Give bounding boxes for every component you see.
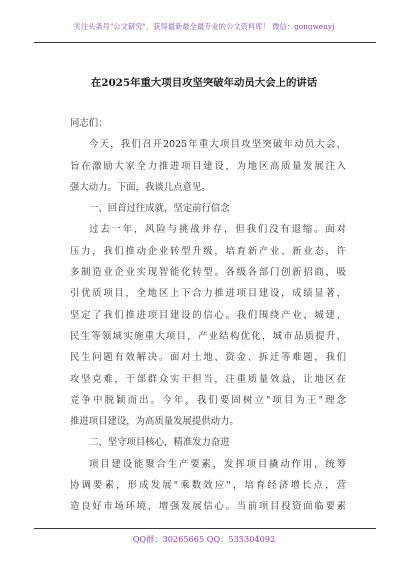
header-divider bbox=[34, 42, 376, 43]
footer-divider bbox=[34, 528, 376, 529]
paragraph-line: 民生问题有效解决。面对土地、资金、拆迁等难题，我们 bbox=[70, 352, 346, 364]
salutation: 同志们： bbox=[70, 118, 108, 129]
document-title: 在2025年重大项目攻坚突破年动员大会上的讲话 bbox=[90, 77, 318, 89]
paragraph-line: 造良好市场环境，增强发展信心。当前项目投资面临要素 bbox=[70, 501, 346, 513]
paragraph-line: 旨在激励大家全力推进项目建设，为地区高质量发展注入 bbox=[70, 160, 346, 172]
paragraph-line: 多制造业企业实现智能化转型。各级各部门创新招商，吸 bbox=[70, 267, 346, 279]
paragraph-line: 引优质项目，全地区上下合力推进项目建设，成绩显著， bbox=[70, 288, 346, 300]
paragraph-line: 坚定了我们推进项目建设的信心。我们围绕产业、城建、 bbox=[70, 309, 346, 321]
paragraph-line: 民生等领域实施重大项目，产业结构优化，城市品质提升， bbox=[70, 330, 346, 342]
paragraph-line: 攻坚克难，干部群众实干担当，注重质量效益，让地区在 bbox=[70, 373, 346, 385]
paragraph-line: 协调要素，形成发展"乘数效应"，培育经济增长点，营 bbox=[70, 480, 346, 492]
paragraph-line: 竞争中脱颖而出。今年，我们要固树立"项目为王"理念 bbox=[70, 394, 346, 406]
page-header-notice: 关注头条号"公文研究"，获得最新最全最专业的公文资料库！ 微信：gongwenyj bbox=[73, 22, 335, 31]
section-heading: 二、坚守项目核心，精准发力奋进 bbox=[89, 437, 230, 449]
paragraph-line: 压力，我们推动企业转型升级，培育新产业、新业态，许 bbox=[70, 245, 346, 257]
page-footer-contact: QQ群：30265665 QQ：535304092 bbox=[132, 534, 276, 544]
paragraph-line: 项目建设能聚合生产要素，发挥项目撬动作用，统筹 bbox=[89, 458, 346, 470]
section-heading: 一、回首过往成就，坚定前行信念 bbox=[89, 203, 230, 215]
paragraph-line: 今天，我们召开2025年重大项目攻坚突破年动员大会， bbox=[89, 139, 346, 151]
paragraph-line: 推进项目建设，为高质量发展提供动力。 bbox=[70, 416, 239, 428]
document-body bbox=[70, 113, 346, 518]
paragraph-line: 过去一年，风险与挑战并存，但我们没有退缩。面对 bbox=[89, 224, 346, 236]
paragraph-line: 强大动力。下面，我谈几点意见。 bbox=[70, 181, 211, 193]
